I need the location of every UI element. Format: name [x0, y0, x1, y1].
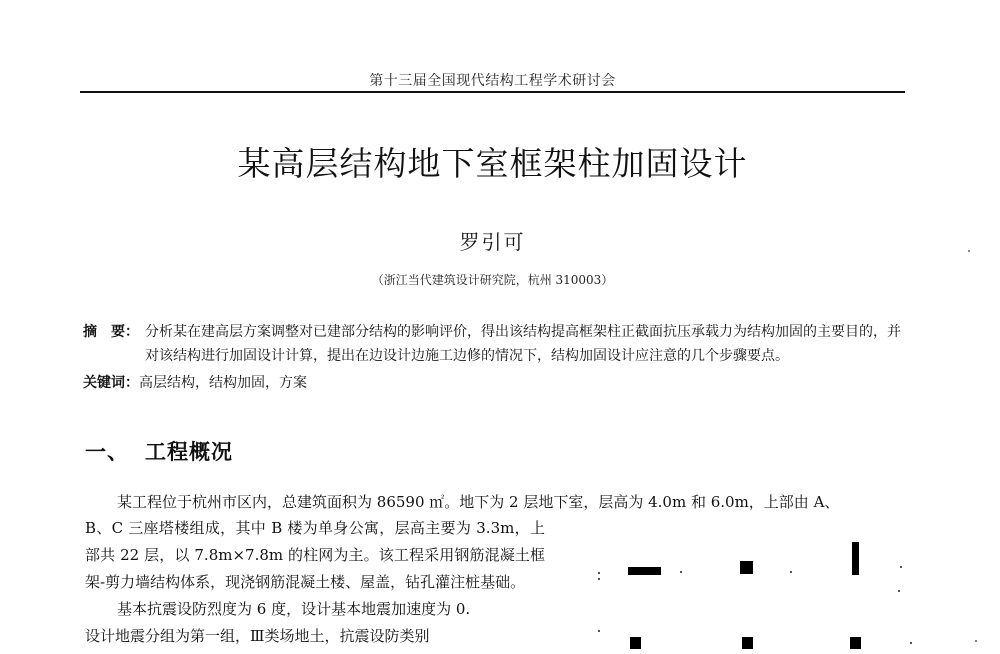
paper-title: 某高层结构地下室框架柱加固设计	[237, 144, 748, 183]
column-mark	[628, 567, 661, 575]
grid-dot	[790, 571, 792, 573]
column-mark	[630, 637, 641, 649]
body-paragraph-2-cut: 设计地震分组为第一组，Ⅲ类场地土，抗震设防类别	[85, 627, 430, 645]
section-title: 工程概况	[145, 440, 233, 464]
grid-dot	[598, 578, 600, 580]
abstract	[83, 320, 913, 368]
column-mark	[852, 542, 859, 575]
section-heading	[85, 436, 233, 466]
grid-dot	[598, 572, 600, 574]
abstract-label: 摘 要：	[83, 324, 139, 340]
grid-dot	[910, 642, 912, 644]
keywords	[83, 372, 913, 394]
grid-dot	[898, 590, 900, 592]
column-grid-figure	[580, 530, 920, 654]
author-affiliation: （浙江当代建筑设计研究院，杭州 310003）	[371, 273, 614, 287]
column-mark	[850, 637, 861, 649]
column-mark	[740, 561, 753, 574]
body-text-column	[85, 515, 545, 650]
section-number: 一、	[85, 440, 129, 464]
header-rule	[80, 91, 905, 93]
grid-dot	[900, 566, 902, 568]
body-paragraph-1: B、C 三座塔楼组成，其中 B 楼为单身公寓，层高主要为 3.3m，上部共 22 层，以 7.8m×7.8m 的柱网为主。该工程采用钢筋混凝土框架-剪力墙结构体系，现浇钢筋混凝土楼、屋盖，钻孔灌注桩基础。	[85, 519, 545, 591]
scan-speck	[975, 640, 977, 642]
body-paragraph-first-line: 某工程位于杭州市区内，总建筑面积为 86590 ㎡。地下为 2 层地下室，层高为 4.0m 和 6.0m，上部由 A、	[117, 493, 840, 511]
body-paragraph-2: 基本抗震设防烈度为 6 度，设计基本地震加速度为 0.	[117, 600, 471, 618]
grid-dot	[680, 571, 682, 573]
scan-speck	[968, 250, 970, 252]
grid-dot	[598, 630, 600, 632]
keywords-label: 关键词：	[83, 375, 139, 391]
author-name: 罗引可	[459, 230, 526, 254]
abstract-text: 分析某在建高层方案调整对已建部分结构的影响评价，得出该结构提高框架柱正截面抗压承载力为结构加固的主要目的，并对该结构进行加固设计计算，提出在边设计边施工边修的情况下，结构加固设计应注意的几个步骤要点。	[145, 324, 901, 364]
running-header: 第十三届全国现代结构工程学术研讨会	[369, 73, 616, 89]
keywords-text: 高层结构，结构加固，方案	[139, 375, 307, 391]
column-mark	[742, 637, 753, 649]
